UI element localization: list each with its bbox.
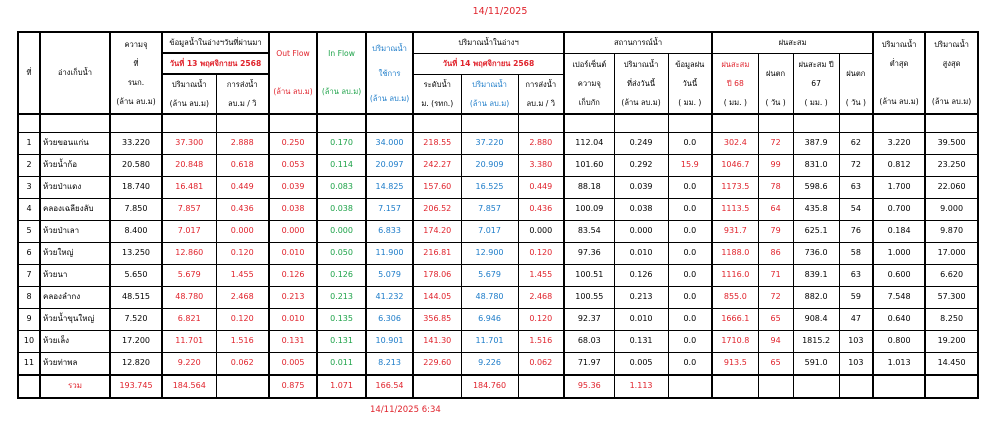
cell-release: 0.000 — [518, 221, 564, 243]
cell-prev-release: 0.120 — [216, 309, 269, 331]
cell-prev-volume: 7.857 — [162, 199, 216, 221]
cell-rain-today: 0.0 — [668, 177, 712, 199]
cell-min: 1.013 — [873, 353, 925, 376]
cell-rain67: 839.1 — [793, 265, 839, 287]
cell-name: ห้วยท่าพล — [40, 353, 110, 376]
table-row — [18, 287, 978, 309]
cell-pct: 83.54 — [564, 221, 614, 243]
cell-usable: 8.213 — [366, 353, 413, 376]
cell-min: 0.184 — [873, 221, 925, 243]
cell-rain67: 882.0 — [793, 287, 839, 309]
cell-rain68: 913.5 — [712, 353, 758, 376]
header-rain-today: ข้อมูลฝน วันนี้ ( มม. ) — [668, 53, 712, 114]
cell-outflow: 0.038 — [269, 199, 317, 221]
cell-name: ห้วยน้ำขุนใหญ่ — [40, 309, 110, 331]
cell-max: 17.000 — [925, 243, 978, 265]
cell-usable: 5.079 — [366, 265, 413, 287]
cell-name: ห้วยใหญ่ — [40, 243, 110, 265]
cell-prev-release: 0.618 — [216, 155, 269, 177]
cell-capacity: 48.515 — [110, 287, 162, 309]
header-usable: ปริมาณน้ำ ใช้การ (ล้าน ลบ.ม) — [366, 32, 413, 114]
cell-release-today: 0.005 — [614, 353, 668, 376]
cell-rain-today: 0.0 — [668, 199, 712, 221]
table-row — [18, 353, 978, 376]
cell-volume: 9.226 — [461, 353, 518, 376]
cell-level: 216.81 — [413, 243, 461, 265]
blank-row — [18, 114, 978, 133]
cell-usable: 11.900 — [366, 243, 413, 265]
cell-capacity: 20.580 — [110, 155, 162, 177]
cell-raindays67: 103 — [839, 353, 873, 376]
header-row-1 — [18, 32, 978, 53]
cell-release-today: 0.131 — [614, 331, 668, 353]
cell-release: 3.380 — [518, 155, 564, 177]
cell-pct: 100.55 — [564, 287, 614, 309]
cell-outflow: 0.000 — [269, 221, 317, 243]
cell-outflow: 0.039 — [269, 177, 317, 199]
header-volume: ปริมาณน้ำ (ล้าน ลบ.ม) — [461, 74, 518, 114]
cell-prev-volume: 11.701 — [162, 331, 216, 353]
header-reservoir: อ่างเก็บน้ำ — [40, 32, 110, 114]
cell-min: 0.640 — [873, 309, 925, 331]
cell-inflow: 0.000 — [317, 221, 366, 243]
cell-release: 0.120 — [518, 309, 564, 331]
cell-no: 9 — [18, 309, 40, 331]
cell-raindays68: 65 — [758, 353, 793, 376]
cell-prev-release: 0.062 — [216, 353, 269, 376]
cell-release: 0.436 — [518, 199, 564, 221]
cell-prev-volume: 48.780 — [162, 287, 216, 309]
cell-capacity: 33.220 — [110, 133, 162, 155]
total-inflow: 1.071 — [317, 375, 366, 398]
cell-release-today: 0.292 — [614, 155, 668, 177]
cell-usable: 41.232 — [366, 287, 413, 309]
total-percent: 95.36 — [564, 375, 614, 398]
header-rain67: ฝนสะสม ปี 67 ( มม. ) — [793, 53, 839, 114]
cell-raindays68: 78 — [758, 177, 793, 199]
cell-release: 0.062 — [518, 353, 564, 376]
cell-release: 2.880 — [518, 133, 564, 155]
cell-pct: 112.04 — [564, 133, 614, 155]
header-level: ระดับน้ำ ม. (รทก.) — [413, 74, 461, 114]
cell-raindays67: 63 — [839, 177, 873, 199]
cell-prev-volume: 20.848 — [162, 155, 216, 177]
cell-prev-release: 2.888 — [216, 133, 269, 155]
header-min: ปริมาณน้ำ ต่ำสุด (ล้าน ลบ.ม) — [873, 32, 925, 114]
header-inflow: In Flow (ล้าน ลบ.ม) — [317, 32, 366, 114]
cell-capacity: 13.250 — [110, 243, 162, 265]
cell-release-today: 0.126 — [614, 265, 668, 287]
cell-no: 11 — [18, 353, 40, 376]
cell-raindays68: 72 — [758, 287, 793, 309]
cell-outflow: 0.010 — [269, 243, 317, 265]
cell-raindays68: 99 — [758, 155, 793, 177]
cell-min: 1.000 — [873, 243, 925, 265]
cell-rain-today: 0.0 — [668, 309, 712, 331]
cell-name: ห้วยเล็ง — [40, 331, 110, 353]
header-release-today: ปริมาณน้ำ ที่ส่งวันนี้ (ล้าน ลบ.ม) — [614, 53, 668, 114]
cell-raindays68: 94 — [758, 331, 793, 353]
total-outflow: 0.875 — [269, 375, 317, 398]
cell-raindays67: 58 — [839, 243, 873, 265]
data-rows — [18, 133, 978, 376]
cell-outflow: 0.126 — [269, 265, 317, 287]
header-raindays67: ฝนตก ( วัน ) — [839, 53, 873, 114]
cell-inflow: 0.050 — [317, 243, 366, 265]
cell-volume: 6.946 — [461, 309, 518, 331]
header-percent: เปอร์เซ็นต์ ความจุ เก็บกัก — [564, 53, 614, 114]
cell-outflow: 0.005 — [269, 353, 317, 376]
cell-level: 144.05 — [413, 287, 461, 309]
cell-release-today: 0.038 — [614, 199, 668, 221]
cell-pct: 100.51 — [564, 265, 614, 287]
cell-name: คลองเฉลียงลับ — [40, 199, 110, 221]
cell-min: 7.548 — [873, 287, 925, 309]
cell-outflow: 0.250 — [269, 133, 317, 155]
cell-prev-release: 1.516 — [216, 331, 269, 353]
header-status-group: สถานการณ์น้ำ — [564, 32, 712, 53]
cell-volume: 48.780 — [461, 287, 518, 309]
cell-volume: 20.909 — [461, 155, 518, 177]
total-release-today: 1.113 — [614, 375, 668, 398]
cell-raindays68: 72 — [758, 133, 793, 155]
table-row — [18, 265, 978, 287]
cell-volume: 11.701 — [461, 331, 518, 353]
cell-rain68: 931.7 — [712, 221, 758, 243]
cell-rain67: 831.0 — [793, 155, 839, 177]
cell-level: 229.60 — [413, 353, 461, 376]
cell-level: 141.30 — [413, 331, 461, 353]
table-row — [18, 199, 978, 221]
cell-pct: 92.37 — [564, 309, 614, 331]
cell-max: 14.450 — [925, 353, 978, 376]
header-prev-group: ข้อมูลน้ำในอ่างฯวันที่ผ่านมา — [162, 32, 269, 53]
cell-rain68: 1113.5 — [712, 199, 758, 221]
cell-prev-volume: 7.017 — [162, 221, 216, 243]
header-row-2 — [18, 53, 978, 74]
cell-no: 10 — [18, 331, 40, 353]
total-capacity: 193.745 — [110, 375, 162, 398]
cell-usable: 20.097 — [366, 155, 413, 177]
cell-level: 174.20 — [413, 221, 461, 243]
cell-outflow: 0.053 — [269, 155, 317, 177]
cell-volume: 12.900 — [461, 243, 518, 265]
cell-inflow: 0.083 — [317, 177, 366, 199]
report-date-title: 14/11/2025 — [472, 6, 528, 17]
table-row — [18, 177, 978, 199]
cell-rain68: 302.4 — [712, 133, 758, 155]
cell-name: ห้วยน้ำก้อ — [40, 155, 110, 177]
header-no: ที่ — [18, 32, 40, 114]
total-row — [18, 375, 978, 398]
cell-usable: 6.833 — [366, 221, 413, 243]
cell-raindays68: 64 — [758, 199, 793, 221]
cell-rain68: 1710.8 — [712, 331, 758, 353]
cell-raindays67: 72 — [839, 155, 873, 177]
header-prev-date: วันที่ 13 พฤศจิกายน 2568 — [162, 53, 269, 74]
cell-name: คลองลำกง — [40, 287, 110, 309]
cell-inflow: 0.170 — [317, 133, 366, 155]
cell-usable: 14.825 — [366, 177, 413, 199]
cell-level: 206.52 — [413, 199, 461, 221]
cell-min: 3.220 — [873, 133, 925, 155]
cell-volume: 37.220 — [461, 133, 518, 155]
cell-max: 19.200 — [925, 331, 978, 353]
cell-release-today: 0.249 — [614, 133, 668, 155]
cell-inflow: 0.135 — [317, 309, 366, 331]
cell-raindays67: 62 — [839, 133, 873, 155]
cell-release-today: 0.213 — [614, 287, 668, 309]
cell-inflow: 0.011 — [317, 353, 366, 376]
cell-no: 5 — [18, 221, 40, 243]
cell-prev-release: 0.436 — [216, 199, 269, 221]
cell-release: 1.516 — [518, 331, 564, 353]
cell-min: 0.812 — [873, 155, 925, 177]
cell-rain67: 625.1 — [793, 221, 839, 243]
table-row — [18, 243, 978, 265]
cell-release: 0.120 — [518, 243, 564, 265]
cell-inflow: 0.114 — [317, 155, 366, 177]
cell-rain-today: 0.0 — [668, 243, 712, 265]
cell-raindays68: 65 — [758, 309, 793, 331]
cell-rain-today: 0.0 — [668, 133, 712, 155]
cell-prev-volume: 6.821 — [162, 309, 216, 331]
cell-inflow: 0.126 — [317, 265, 366, 287]
cell-inflow: 0.131 — [317, 331, 366, 353]
cell-rain68: 1188.0 — [712, 243, 758, 265]
cell-rain67: 908.4 — [793, 309, 839, 331]
cell-rain67: 1815.2 — [793, 331, 839, 353]
cell-raindays67: 59 — [839, 287, 873, 309]
cell-raindays67: 54 — [839, 199, 873, 221]
cell-rain68: 1116.0 — [712, 265, 758, 287]
cell-max: 6.620 — [925, 265, 978, 287]
cell-rain67: 591.0 — [793, 353, 839, 376]
table-row — [18, 331, 978, 353]
header-rain68: ฝนสะสม ปี 68 ( มม. ) — [712, 53, 758, 114]
cell-level: 356.85 — [413, 309, 461, 331]
header-current-group: ปริมาณน้ำในอ่างฯ — [413, 32, 564, 53]
header-prev-release: การส่งน้ำ ลบ.ม / วิ — [216, 74, 269, 114]
header-outflow: Out Flow (ล้าน ลบ.ม) — [269, 32, 317, 114]
cell-level: 157.60 — [413, 177, 461, 199]
cell-min: 0.600 — [873, 265, 925, 287]
cell-no: 1 — [18, 133, 40, 155]
cell-name: ห้วยนา — [40, 265, 110, 287]
cell-no: 6 — [18, 243, 40, 265]
header-rain-group: ฝนสะสม — [712, 32, 873, 53]
cell-no: 4 — [18, 199, 40, 221]
cell-raindays67: 47 — [839, 309, 873, 331]
cell-release-today: 0.010 — [614, 243, 668, 265]
cell-prev-release: 0.120 — [216, 243, 269, 265]
cell-name: ห้วยป่าเลา — [40, 221, 110, 243]
cell-prev-volume: 16.481 — [162, 177, 216, 199]
cell-outflow: 0.131 — [269, 331, 317, 353]
cell-release: 1.455 — [518, 265, 564, 287]
table-row — [18, 221, 978, 243]
cell-volume: 16.525 — [461, 177, 518, 199]
header-max: ปริมาณน้ำ สูงสุด (ล้าน ลบ.ม) — [925, 32, 978, 114]
cell-prev-volume: 5.679 — [162, 265, 216, 287]
cell-pct: 71.97 — [564, 353, 614, 376]
cell-min: 0.800 — [873, 331, 925, 353]
cell-no: 8 — [18, 287, 40, 309]
cell-raindays68: 79 — [758, 221, 793, 243]
cell-pct: 101.60 — [564, 155, 614, 177]
cell-prev-release: 1.455 — [216, 265, 269, 287]
cell-max: 23.250 — [925, 155, 978, 177]
cell-capacity: 18.740 — [110, 177, 162, 199]
cell-pct: 88.18 — [564, 177, 614, 199]
cell-rain68: 1173.5 — [712, 177, 758, 199]
cell-release-today: 0.010 — [614, 309, 668, 331]
cell-max: 22.060 — [925, 177, 978, 199]
cell-rain-today: 0.0 — [668, 353, 712, 376]
cell-capacity: 8.400 — [110, 221, 162, 243]
cell-prev-volume: 12.860 — [162, 243, 216, 265]
cell-rain67: 387.9 — [793, 133, 839, 155]
cell-raindays67: 103 — [839, 331, 873, 353]
cell-max: 9.870 — [925, 221, 978, 243]
cell-no: 3 — [18, 177, 40, 199]
cell-volume: 5.679 — [461, 265, 518, 287]
cell-prev-volume: 9.220 — [162, 353, 216, 376]
cell-prev-release: 0.000 — [216, 221, 269, 243]
header-release: การส่งน้ำ ลบ.ม / วิ — [518, 74, 564, 114]
cell-max: 39.500 — [925, 133, 978, 155]
cell-max: 8.250 — [925, 309, 978, 331]
cell-raindays67: 63 — [839, 265, 873, 287]
cell-release: 0.449 — [518, 177, 564, 199]
footer-timestamp: 14/11/2025 6:34 — [370, 405, 441, 415]
cell-rain-today: 0.0 — [668, 265, 712, 287]
cell-inflow: 0.038 — [317, 199, 366, 221]
table-row — [18, 155, 978, 177]
cell-capacity: 12.820 — [110, 353, 162, 376]
cell-max: 9.000 — [925, 199, 978, 221]
cell-rain67: 736.0 — [793, 243, 839, 265]
cell-capacity: 5.650 — [110, 265, 162, 287]
cell-rain-today: 15.9 — [668, 155, 712, 177]
cell-volume: 7.017 — [461, 221, 518, 243]
cell-rain-today: 0.0 — [668, 331, 712, 353]
cell-rain-today: 0.0 — [668, 221, 712, 243]
header-capacity: ความจุ ที่ รนก. (ล้าน ลบ.ม) — [110, 32, 162, 114]
total-label: รวม — [40, 375, 110, 398]
cell-pct: 97.36 — [564, 243, 614, 265]
cell-outflow: 0.213 — [269, 287, 317, 309]
cell-capacity: 17.200 — [110, 331, 162, 353]
cell-outflow: 0.010 — [269, 309, 317, 331]
cell-inflow: 0.213 — [317, 287, 366, 309]
cell-no: 7 — [18, 265, 40, 287]
cell-prev-release: 2.468 — [216, 287, 269, 309]
cell-no: 2 — [18, 155, 40, 177]
cell-release-today: 0.000 — [614, 221, 668, 243]
cell-min: 1.700 — [873, 177, 925, 199]
cell-rain67: 435.8 — [793, 199, 839, 221]
total-volume: 184.760 — [461, 375, 518, 398]
cell-rain67: 598.6 — [793, 177, 839, 199]
total-usable: 166.54 — [366, 375, 413, 398]
cell-usable: 6.306 — [366, 309, 413, 331]
header-raindays68: ฝนตก ( วัน ) — [758, 53, 793, 114]
cell-capacity: 7.850 — [110, 199, 162, 221]
cell-level: 178.06 — [413, 265, 461, 287]
cell-raindays68: 71 — [758, 265, 793, 287]
cell-name: ห้วยป่าแดง — [40, 177, 110, 199]
total-prev-volume: 184.564 — [162, 375, 216, 398]
cell-rain68: 855.0 — [712, 287, 758, 309]
cell-volume: 7.857 — [461, 199, 518, 221]
reservoir-report-table — [17, 31, 979, 399]
cell-level: 218.55 — [413, 133, 461, 155]
header-prev-volume: ปริมาณน้ำ (ล้าน ลบ.ม) — [162, 74, 216, 114]
cell-rain-today: 0.0 — [668, 287, 712, 309]
cell-release: 2.468 — [518, 287, 564, 309]
cell-pct: 100.09 — [564, 199, 614, 221]
cell-raindays67: 76 — [839, 221, 873, 243]
cell-rain68: 1666.1 — [712, 309, 758, 331]
header-current-date: วันที่ 14 พฤศจิกายน 2568 — [413, 53, 564, 74]
table-row — [18, 309, 978, 331]
cell-max: 57.300 — [925, 287, 978, 309]
cell-prev-volume: 37.300 — [162, 133, 216, 155]
cell-level: 242.27 — [413, 155, 461, 177]
cell-raindays68: 86 — [758, 243, 793, 265]
table-row — [18, 133, 978, 155]
cell-usable: 34.000 — [366, 133, 413, 155]
cell-capacity: 7.520 — [110, 309, 162, 331]
cell-usable: 7.157 — [366, 199, 413, 221]
cell-prev-release: 0.449 — [216, 177, 269, 199]
cell-rain68: 1046.7 — [712, 155, 758, 177]
cell-release-today: 0.039 — [614, 177, 668, 199]
cell-min: 0.700 — [873, 199, 925, 221]
cell-usable: 10.901 — [366, 331, 413, 353]
cell-pct: 68.03 — [564, 331, 614, 353]
cell-name: ห้วยขอนแก่น — [40, 133, 110, 155]
